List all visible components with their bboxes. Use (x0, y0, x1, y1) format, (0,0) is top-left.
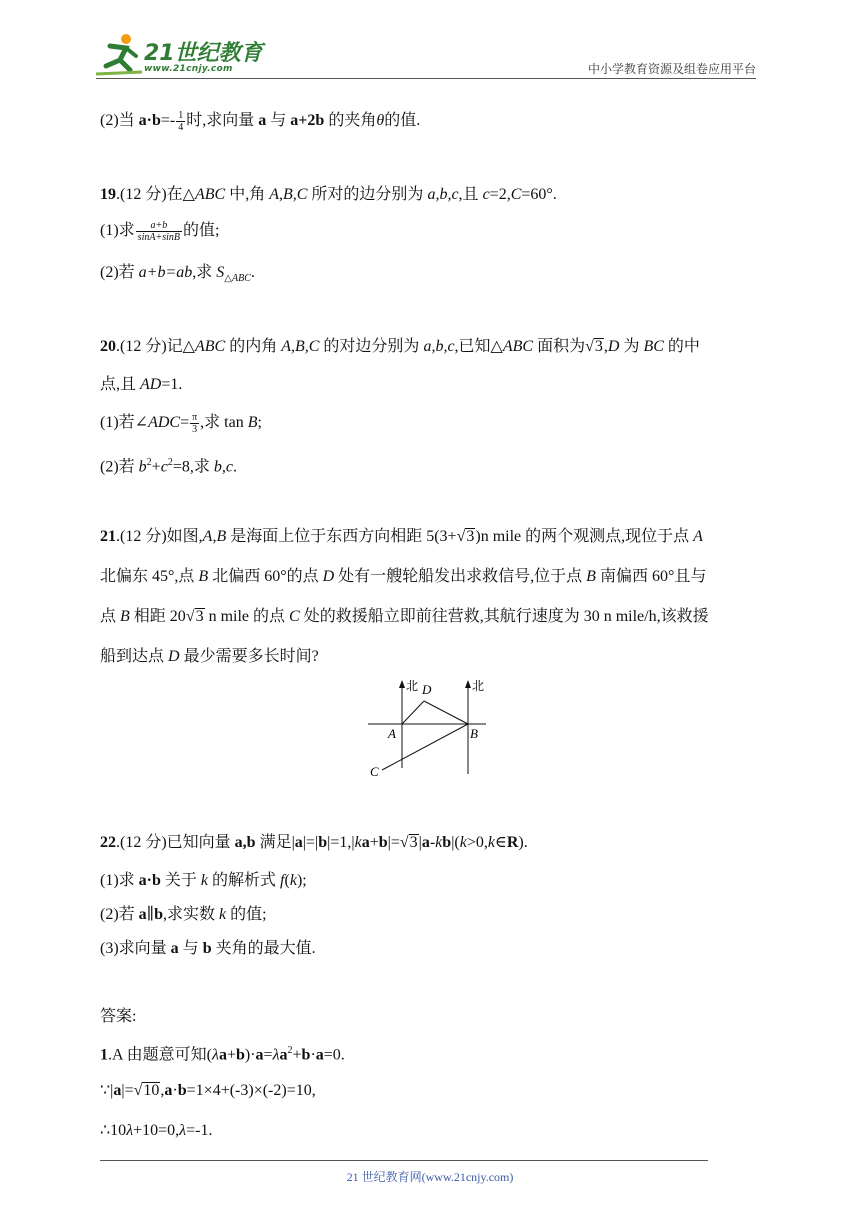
text: 处有一艘轮船发出求救信号,位于点 (334, 568, 587, 585)
text: , (603, 338, 608, 355)
q22-part2 (100, 904, 267, 926)
text: 处的救援船立即前往营救,其航行速度为 30 n mile/h,该救援 (299, 608, 709, 625)
text: ∈ (494, 834, 507, 851)
text: b (442, 834, 452, 851)
runner-logo-icon (96, 32, 142, 76)
footer-link[interactable]: 21 世纪教育网(www.21cnjy.com) (346, 1170, 514, 1184)
vector-ab: a·b (138, 112, 161, 130)
text: =1×4+(-3)×(-2)=10, (186, 1082, 316, 1099)
text: , (160, 1082, 165, 1099)
text: a,b (234, 834, 256, 851)
text: | (418, 834, 422, 851)
superscript: 2 (146, 457, 152, 468)
text: D (607, 338, 620, 355)
text: a (255, 1046, 264, 1064)
text: AD (140, 376, 162, 393)
text: .(12 分)在△ (116, 186, 195, 203)
text: 船到达点 (100, 648, 169, 665)
north-arrow-a-icon (399, 680, 405, 688)
text: ,已知△ (454, 338, 503, 355)
text: ABC (194, 338, 226, 355)
text: k (487, 834, 495, 851)
text: ∵| (100, 1082, 114, 1099)
eq: =- (160, 112, 176, 130)
north-label-b: 北 (472, 679, 485, 693)
text: 相距 20 (129, 608, 186, 625)
text: 的内角 (225, 338, 282, 355)
subscript: △ABC (224, 273, 251, 285)
q22-stem: 22.(12 分)已知向量 a,b 满足|a|=|b|=1,|ka+b|=√3|a-kb|(k>0,k∈R). (100, 834, 528, 851)
footer-divider (100, 1160, 708, 1161)
text: 的中 (663, 338, 700, 355)
text: b (177, 1082, 187, 1099)
q20-part1 (100, 412, 262, 435)
text: c (482, 186, 490, 203)
north-arrow-b-icon (465, 680, 471, 688)
text: a·b (138, 872, 161, 889)
text: 所对的边分别为 (307, 186, 428, 203)
text: A,B (202, 528, 227, 545)
segment-DB (424, 701, 468, 724)
text: = (180, 414, 190, 432)
text: |= (121, 1082, 134, 1099)
text: =60°. (521, 186, 557, 203)
text: 的值; (226, 906, 267, 923)
sqrt: 3 (466, 528, 475, 545)
text: k (354, 834, 362, 851)
text: =0. (323, 1046, 345, 1064)
text: C (510, 186, 522, 203)
q21-line1: 21.(12 分)如图,A,B 是海面上位于东西方向相距 5(3+√3)n mile 的两个观测点,现位于点 A (100, 528, 703, 545)
text: b (202, 940, 212, 957)
text: >0, (466, 834, 488, 851)
text: = (263, 1046, 273, 1064)
text: a (294, 834, 303, 851)
text: |( (451, 834, 460, 851)
q22-part1 (100, 870, 307, 892)
text: ( (284, 872, 290, 889)
text: a,b,c (427, 186, 459, 203)
text: 关于 (160, 872, 201, 889)
text: b (378, 834, 388, 851)
text: λ (272, 1046, 280, 1064)
text: D (168, 648, 180, 665)
text: 的值. (384, 112, 421, 130)
q20-stem-line1: 20.(12 分)记△ABC 的内角 A,B,C 的对边分别为 a,b,c,已知△ABC 面积为√3,D 为 BC 的中 (100, 338, 700, 355)
text: ); (296, 872, 307, 889)
text: =1. (161, 376, 183, 393)
q22-part3 (100, 938, 316, 960)
text: 与 (178, 940, 203, 957)
vector-a2b: a+2b (290, 112, 325, 130)
text: ∴10 (100, 1122, 127, 1139)
text: A,B,C (269, 186, 308, 203)
text: a (218, 1046, 227, 1064)
text: 北偏西 60°的点 (208, 568, 323, 585)
text: λ (126, 1122, 134, 1139)
point-label-A: A (388, 726, 396, 741)
text: .(12 分)已知向量 (116, 834, 235, 851)
logo-url: www.21cnjy.com (144, 64, 233, 74)
text: 时,求向量 (186, 112, 259, 130)
answers-heading: 答案: (100, 1008, 137, 1025)
text: b (138, 458, 147, 476)
text: (1)求 (100, 222, 135, 240)
q21-line4 (100, 646, 319, 668)
text: ∥ (146, 906, 155, 923)
text: λ (179, 1122, 187, 1139)
text: .A 由题意可知( (108, 1046, 213, 1064)
frac-num: 1 (178, 110, 184, 121)
text: ). (518, 834, 528, 851)
text: +10=0, (133, 1122, 180, 1139)
text: =8,求 (172, 458, 214, 476)
platform-name: 中小学教育资源及组卷应用平台 (587, 62, 756, 76)
q18-part2 (100, 110, 420, 133)
q19-part2 (100, 262, 255, 290)
superscript: 2 (287, 1045, 293, 1056)
answer-1-line3 (100, 1120, 212, 1142)
frac-den: sinA+sinB (137, 232, 180, 243)
text: B (198, 568, 209, 585)
text: a (164, 1082, 173, 1099)
text: C (289, 608, 300, 625)
question-number: 19 (100, 186, 116, 203)
q21-line2 (100, 566, 706, 588)
text: 点,且 (100, 376, 141, 393)
text: 与 (266, 112, 291, 130)
text: 南偏西 60°且与 (595, 568, 707, 585)
point-label-B: B (470, 726, 478, 741)
text: B (120, 608, 130, 625)
text: (2)若 (100, 264, 139, 281)
text: - (429, 834, 436, 851)
text: |= (387, 834, 400, 851)
text: (1)若∠ (100, 414, 149, 432)
text: |=| (302, 834, 319, 851)
text: n mile 的点 (204, 608, 290, 625)
text: .(12 分)记△ (116, 338, 195, 355)
text: 的对边分别为 (319, 338, 424, 355)
text: k (435, 834, 443, 851)
frac-den: 3 (192, 424, 198, 435)
text: 夹角的最大值. (211, 940, 316, 957)
text: b (301, 1046, 311, 1064)
answer-1-line1 (100, 1040, 345, 1066)
text: =2, (489, 186, 511, 203)
text: 的解析式 (208, 872, 281, 889)
sqrt: 3 (195, 608, 204, 625)
text: 为 (619, 338, 644, 355)
text: k (200, 872, 209, 889)
answer-number: 1 (100, 1046, 108, 1064)
north-label-a: 北 (406, 679, 419, 693)
text: A (693, 528, 703, 545)
vector-a: a (258, 112, 267, 130)
text: )· (244, 1046, 256, 1064)
sqrt: 3 (409, 834, 418, 851)
header-divider (96, 78, 756, 79)
q18-part2-label: (2)当 (100, 112, 139, 130)
theta: θ (376, 112, 385, 130)
page-header (96, 30, 756, 80)
text: f (280, 872, 285, 889)
text: a (361, 834, 370, 851)
text: a,b,c (423, 338, 455, 355)
text: ,求 (192, 264, 217, 281)
point-label-D: D (422, 682, 432, 697)
text: (1)求 (100, 872, 139, 889)
text: (2)若 (100, 458, 139, 476)
text: 的值; (182, 222, 220, 240)
text: ,求实数 (162, 906, 219, 923)
text: b,c (213, 458, 233, 476)
site-logo[interactable] (96, 30, 276, 80)
q21-diagram (368, 674, 490, 784)
text: + (226, 1046, 236, 1064)
point-label-C: C (370, 764, 379, 779)
q21-line3: 点 B 相距 20√3 n mile 的点 C 处的救援船立即前往营救,其航行速度为 30 n mile/h,该救援 (100, 608, 709, 625)
text: ABC (194, 186, 226, 203)
text: B (586, 568, 596, 585)
q19-stem (100, 184, 557, 206)
sqrt: 3 (594, 338, 603, 355)
text: ADC (148, 414, 181, 432)
text: b (318, 834, 328, 851)
text: a (138, 906, 147, 923)
q20-stem-line2 (100, 374, 182, 396)
text: 面积为 (533, 338, 586, 355)
text: + (292, 1046, 302, 1064)
text: · (172, 1082, 178, 1099)
frac-num: a+b (136, 220, 182, 232)
text: B (247, 414, 258, 432)
question-number: 21 (100, 528, 116, 545)
text: (2)若 (100, 906, 139, 923)
text: .(12 分)如图, (116, 528, 203, 545)
text: + (151, 458, 161, 476)
question-number: 20 (100, 338, 116, 355)
logo-text: 21世纪教育 (144, 41, 263, 66)
text: ,且 (458, 186, 483, 203)
text: 满足| (255, 834, 295, 851)
text: BC (643, 338, 664, 355)
text: . (250, 264, 255, 281)
text: 是海面上位于东西方向相距 5(3+ (226, 528, 457, 545)
text: a+b=ab (138, 264, 193, 281)
text: λ (212, 1046, 219, 1064)
text: k (459, 834, 467, 851)
fraction (190, 412, 199, 435)
text: |=1,| (327, 834, 355, 851)
text: b (154, 906, 163, 923)
text: ABC (502, 338, 534, 355)
text: D (322, 568, 335, 585)
text: (3)求向量 (100, 940, 171, 957)
frac-num: π (192, 412, 198, 423)
text: a (315, 1046, 324, 1064)
text: =-1. (186, 1122, 213, 1139)
text: . (232, 458, 237, 476)
text: ,求 tan (200, 414, 248, 432)
text: 点 (100, 608, 121, 625)
text: c (160, 458, 168, 476)
text: 的夹角 (324, 112, 377, 130)
text: S (216, 264, 225, 281)
sqrt: 10 (143, 1082, 160, 1099)
text: a (421, 834, 430, 851)
segment-AD (402, 701, 424, 724)
text: 北偏东 45°,点 (100, 568, 199, 585)
text: a (113, 1082, 122, 1099)
text: · (310, 1046, 316, 1064)
fraction (136, 220, 182, 243)
text: ; (257, 414, 262, 432)
superscript: 2 (167, 457, 173, 468)
frac-den: 4 (178, 122, 184, 133)
q19-part1 (100, 220, 219, 243)
text: + (369, 834, 379, 851)
answer-1-line2: ∵|a|=√10,a·b=1×4+(-3)×(-2)=10, (100, 1082, 316, 1099)
text: A,B,C (281, 338, 320, 355)
text: )n mile 的两个观测点,现位于点 (475, 528, 694, 545)
text: a (170, 940, 179, 957)
text: k (218, 906, 227, 923)
text: k (289, 872, 297, 889)
question-number: 22 (100, 834, 116, 851)
text: 最少需要多长时间? (179, 648, 319, 665)
text: b (235, 1046, 245, 1064)
text: R (506, 834, 519, 851)
text: 中,角 (225, 186, 270, 203)
q20-part2 (100, 452, 237, 478)
fraction (176, 110, 185, 133)
text: a (279, 1046, 288, 1064)
